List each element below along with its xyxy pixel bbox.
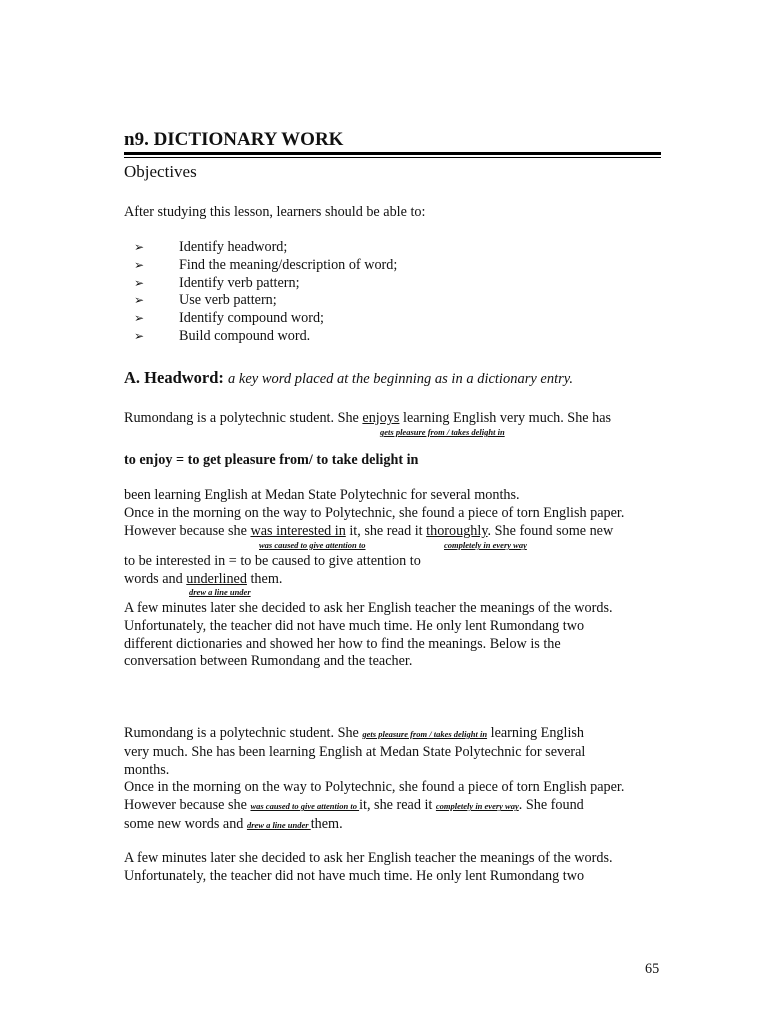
definition-enjoy: to enjoy = to get pleasure from/ to take delight in bbox=[124, 452, 419, 468]
inline-gloss-underlined: drew a line under bbox=[246, 819, 311, 830]
arrow-bullet-icon: ➢ bbox=[134, 257, 145, 272]
gloss-enjoys: gets pleasure from / takes delight in bbox=[380, 427, 505, 437]
headword-interested: was interested in bbox=[250, 523, 346, 539]
inline-gloss-interested: was caused to give attention to bbox=[250, 801, 360, 812]
arrow-bullet-icon: ➢ bbox=[134, 311, 145, 326]
definition-interested: to be interested in = to be caused to give attention to bbox=[124, 553, 421, 569]
paragraph-2-line-5: words and underlined them. bbox=[124, 571, 283, 587]
objectives-list bbox=[134, 239, 397, 346]
gloss-interested: was caused to give attention to bbox=[259, 540, 366, 550]
paragraph-2-line-1: been learning English at Medan State Polytechnic for several months. bbox=[124, 487, 520, 503]
inline-gloss-enjoys: gets pleasure from / takes delight in bbox=[362, 729, 488, 739]
page-title: n9. DICTIONARY WORK bbox=[124, 129, 344, 150]
title-rule-thick bbox=[124, 152, 661, 155]
list-item: ➢ Identify headword; bbox=[134, 239, 288, 255]
arrow-bullet-icon: ➢ bbox=[134, 328, 145, 343]
list-item: ➢ Find the meaning/description of word; bbox=[134, 256, 398, 273]
title-rule-thin bbox=[124, 157, 661, 158]
arrow-bullet-icon: ➢ bbox=[134, 240, 145, 254]
arrow-bullet-icon: ➢ bbox=[134, 293, 145, 308]
list-item: ➢ Identify verb pattern; bbox=[134, 274, 300, 291]
gloss-underlined: drew a line under bbox=[189, 587, 251, 597]
gloss-thoroughly: completely in every way bbox=[444, 540, 527, 550]
list-item: ➢ Build compound word. bbox=[134, 327, 311, 344]
objectives-heading: Objectives bbox=[124, 162, 197, 181]
arrow-bullet-icon: ➢ bbox=[134, 275, 145, 290]
paragraph-3: A few minutes later she decided to ask her English teacher the meanings of the words. Unfortunately, the teacher did not have much time. He only lent Rumondang two different dictionaries and showed her how to find the meanings. Below is the conversation between Rumondang and the teacher. bbox=[124, 600, 613, 670]
list-item: ➢ Identify compound word; bbox=[134, 310, 324, 327]
list-item: ➢ Use verb pattern; bbox=[134, 292, 277, 309]
paragraph-5: A few minutes later she decided to ask her English teacher the meanings of the words. Unfortunately, the teacher did not have much time. He only lent Rumondang two bbox=[124, 850, 613, 884]
headword-underlined: underlined bbox=[186, 571, 247, 587]
headword-thoroughly: thoroughly bbox=[426, 523, 488, 539]
headword-enjoys: enjoys bbox=[362, 410, 400, 426]
paragraph-2-line-2: Once in the morning on the way to Polytechnic, she found a piece of torn English paper. bbox=[124, 505, 625, 521]
intro-text: After studying this lesson, learners should be able to: bbox=[124, 204, 426, 220]
paragraph-4: Rumondang is a polytechnic student. She gets pleasure from / takes delight in learning English very much. She has been learning English at Medan State Polytechnic for several months. Once in the morning on the way to Polytechnic, she found a piece of torn English paper. However because she was caused to give attention to it, she read it completely in every way. She found some new words and drew a line under them. bbox=[124, 725, 625, 832]
paragraph-1: Rumondang is a polytechnic student. She enjoys learning English very much. She has bbox=[124, 410, 612, 426]
paragraph-2-line-3: However because she was interested in it, she read it thoroughly. She found some new bbox=[124, 523, 614, 539]
inline-gloss-thoroughly: completely in every way bbox=[435, 801, 519, 812]
page-number: 65 bbox=[645, 961, 660, 977]
section-a-heading: A. Headword: a key word placed at the beginning as in a dictionary entry. bbox=[124, 368, 574, 387]
